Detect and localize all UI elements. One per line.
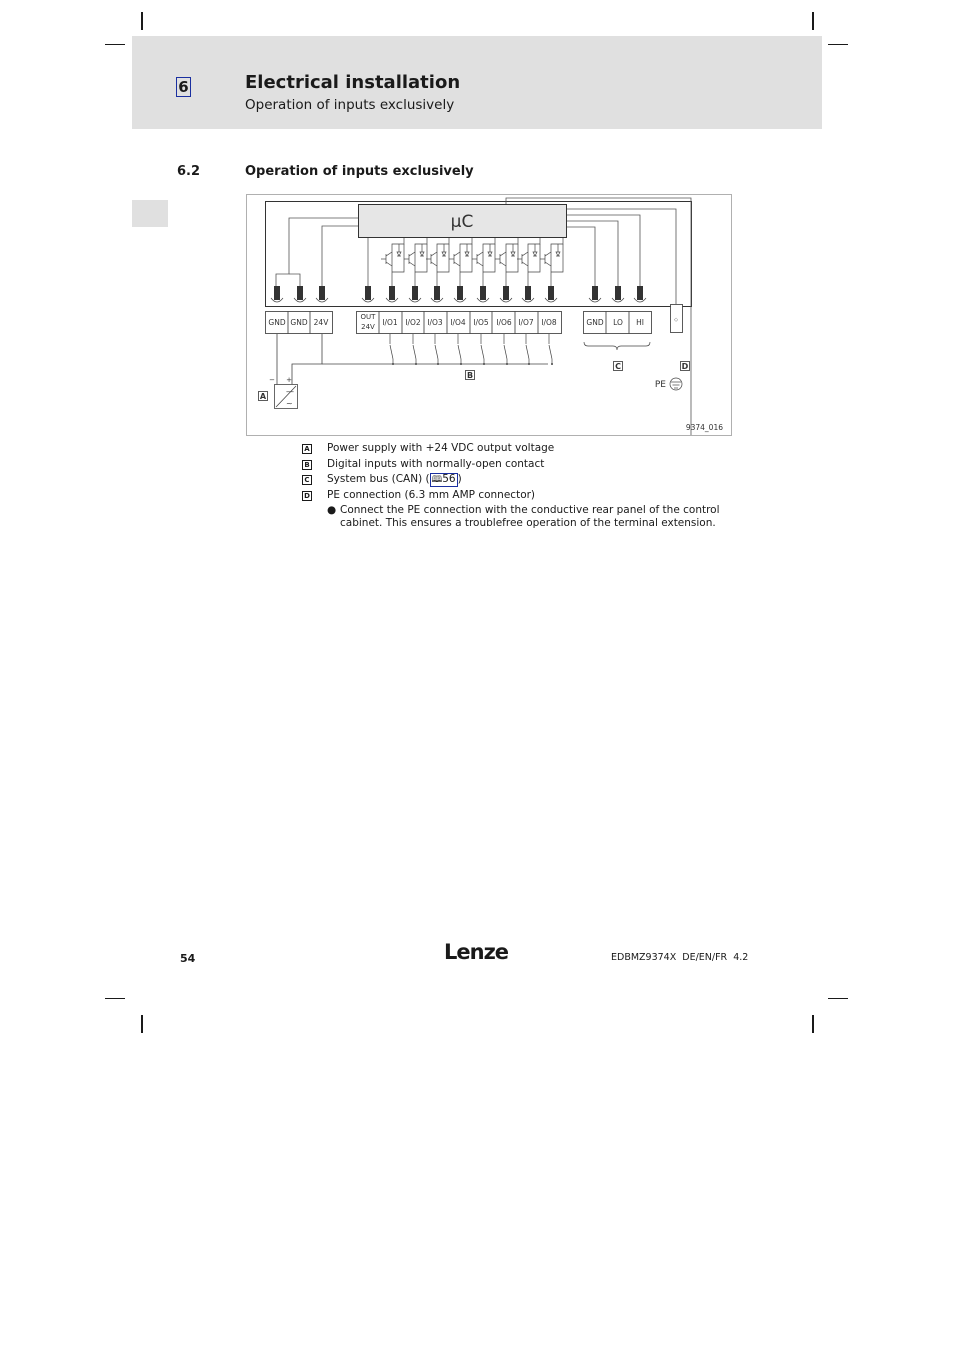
diagram-legend xyxy=(300,441,720,530)
legend-text-d: PE connection (6.3 mm AMP connector) xyxy=(327,488,536,501)
psu-minus: − xyxy=(269,376,275,384)
book-icon: 🕮 xyxy=(431,475,443,485)
wiring-diagram xyxy=(246,194,732,436)
legend-text-b: Digital inputs with normally-open contact xyxy=(327,457,545,470)
terminal-label-io2: I/O2 xyxy=(405,318,421,327)
terminal-label-io1: I/O1 xyxy=(382,318,398,327)
legend-key-d: D xyxy=(302,491,312,501)
legend-item-c xyxy=(300,472,720,488)
key-a-label: A xyxy=(259,392,267,401)
bullet-line-2: cabinet. This ensures a troublefree operation of the terminal extension. xyxy=(340,517,716,529)
psu-plus: + xyxy=(286,376,292,384)
page-number: 54 xyxy=(180,952,196,965)
crop-mark xyxy=(105,998,125,999)
crop-mark xyxy=(141,12,143,30)
legend-text-a: Power supply with +24 VDC output voltage xyxy=(327,442,555,454)
section-number: 6.2 xyxy=(177,164,201,179)
crop-mark xyxy=(812,1015,814,1033)
page-reference-link[interactable] xyxy=(430,473,458,487)
psu-dc-symbol: — xyxy=(286,387,294,396)
key-c-label: C xyxy=(615,362,621,371)
key-d-label: D xyxy=(681,362,689,371)
legend-bullet xyxy=(300,504,720,530)
page-reference-number: 56 xyxy=(442,473,456,485)
crop-mark xyxy=(812,12,814,30)
legend-text-c-before: System bus (CAN) ( xyxy=(327,473,430,485)
bullet-line-1: Connect the PE connection with the conductive rear panel of the control xyxy=(340,504,720,516)
bullet-icon: ● xyxy=(327,504,337,516)
chapter-header-band xyxy=(132,36,822,129)
legend-item-d xyxy=(300,488,720,504)
key-b-label: B xyxy=(466,371,474,380)
terminal-label-io4: I/O4 xyxy=(450,318,466,327)
chapter-number-link[interactable]: 6 xyxy=(176,77,191,97)
side-tab-marker xyxy=(132,200,168,227)
microcontroller-label: µC xyxy=(450,212,474,232)
terminal-label-io3: I/O3 xyxy=(427,318,443,327)
terminal-label-out-line1: OUT xyxy=(360,313,376,321)
crop-mark xyxy=(828,998,848,999)
pe-plug-symbol: ◇ xyxy=(674,317,678,323)
terminal-label-can-hi: HI xyxy=(636,318,644,327)
crop-mark xyxy=(105,44,125,45)
section-title: Operation of inputs exclusively xyxy=(245,164,474,179)
psu-ac-symbol: ~ xyxy=(286,399,293,408)
chapter-title: Electrical installation xyxy=(245,72,461,93)
terminal-label-24v: 24V xyxy=(313,318,329,327)
terminal-label-gnd-1: GND xyxy=(268,318,286,327)
terminal-label-can-gnd: GND xyxy=(586,318,604,327)
terminal-label-io7: I/O7 xyxy=(518,318,534,327)
legend-text-c-after: ) xyxy=(457,473,462,485)
legend-key-c: C xyxy=(302,475,312,485)
chapter-subtitle: Operation of inputs exclusively xyxy=(245,97,455,113)
terminal-label-gnd-2: GND xyxy=(290,318,308,327)
terminal-label-io8: I/O8 xyxy=(541,318,557,327)
lenze-logo: Lenze xyxy=(444,940,509,964)
document-id: EDBMZ9374X DE/EN/FR 4.2 xyxy=(611,952,749,963)
crop-mark xyxy=(141,1015,143,1033)
terminal-label-can-lo: LO xyxy=(613,318,623,327)
terminal-label-out-line2: 24V xyxy=(361,323,375,331)
figure-id: 9374_016 xyxy=(685,423,723,432)
crop-mark xyxy=(828,44,848,45)
terminal-label-io5: I/O5 xyxy=(473,318,489,327)
legend-key-a: A xyxy=(302,444,312,454)
legend-item-b xyxy=(300,457,720,473)
legend-key-b: B xyxy=(302,460,312,470)
pe-label: PE xyxy=(654,380,666,390)
terminal-label-io6: I/O6 xyxy=(496,318,512,327)
legend-item-a xyxy=(300,441,720,457)
